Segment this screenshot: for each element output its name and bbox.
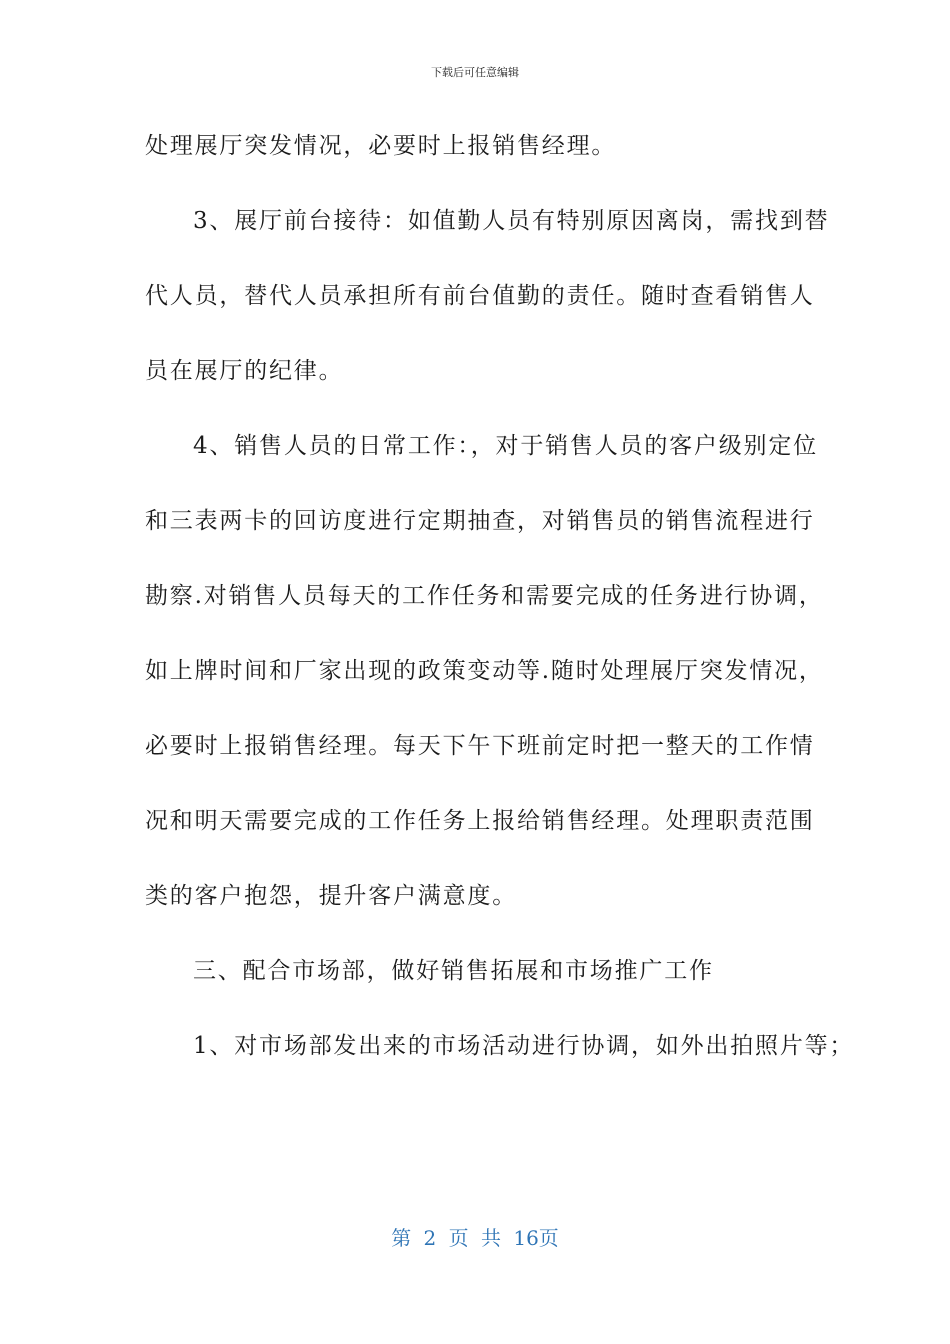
paragraph-line: 代人员，替代人员承担所有前台值勤的责任。随时查看销售人 bbox=[145, 283, 815, 309]
paragraph-line: 类的客户抱怨，提升客户满意度。 bbox=[145, 883, 517, 909]
page-header: 下载后可任意编辑 bbox=[431, 66, 519, 79]
paragraph-line: 必要时上报销售经理。每天下午下班前定时把一整天的工作情 bbox=[145, 733, 815, 759]
paragraph-line: 1、对市场部发出来的市场活动进行协调，如外出拍照片等； bbox=[193, 1033, 855, 1059]
section-heading: 三、配合市场部，做好销售拓展和市场推广工作 bbox=[193, 958, 714, 984]
paragraph-line: 4、销售人员的日常工作：，对于销售人员的客户级别定位 bbox=[193, 433, 818, 459]
paragraph-line: 况和明天需要完成的工作任务上报给销售经理。处理职责范围 bbox=[145, 808, 815, 834]
paragraph-line: 和三表两卡的回访度进行定期抽查，对销售员的销售流程进行 bbox=[145, 508, 815, 534]
paragraph-line: 员在展厅的纪律。 bbox=[145, 358, 344, 384]
page-number: 第 2 页 共 16页 bbox=[391, 1226, 559, 1250]
paragraph-line: 3、展厅前台接待：如值勤人员有特别原因离岗，需找到替 bbox=[193, 208, 830, 234]
paragraph-line: 处理展厅突发情况，必要时上报销售经理。 bbox=[145, 133, 617, 159]
paragraph-line: 如上牌时间和厂家出现的政策变动等.随时处理展厅突发情况， bbox=[145, 658, 824, 684]
paragraph-line: 勘察.对销售人员每天的工作任务和需要完成的任务进行协调， bbox=[145, 583, 824, 609]
